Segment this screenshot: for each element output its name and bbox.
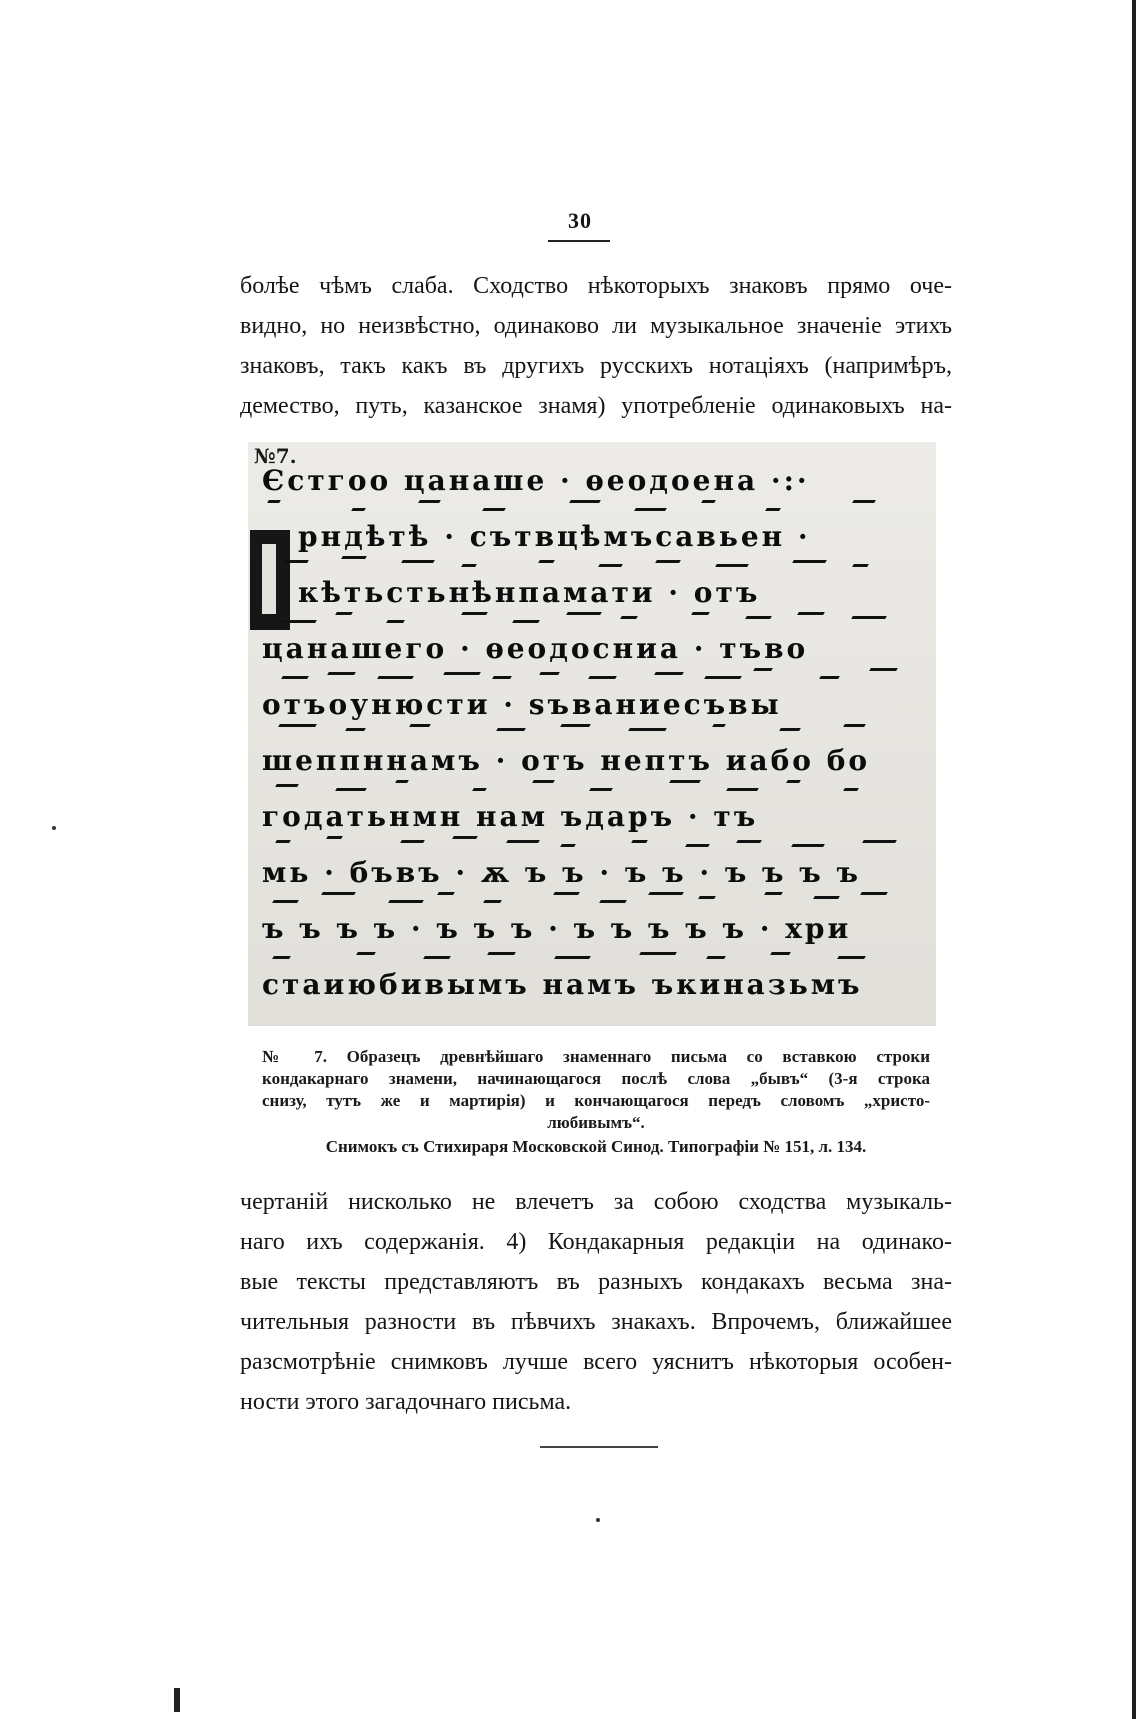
neume-mark — [321, 892, 356, 895]
neume-mark — [423, 956, 451, 959]
neume-mark — [648, 892, 684, 895]
neume-mark — [779, 728, 801, 731]
neume-mark — [386, 620, 405, 623]
neume-mark — [764, 892, 783, 895]
neume-mark — [281, 620, 317, 623]
neume-mark — [538, 560, 555, 563]
manuscript-row — [248, 576, 936, 626]
caption-line: любивымъ“. — [547, 1113, 645, 1132]
manuscript-row — [248, 744, 936, 794]
manuscript-text: рндѣтѣ · сътвцѣмъсавьен · — [298, 520, 811, 553]
corner-mark — [174, 1688, 180, 1712]
neume-mark — [631, 840, 648, 843]
neume-row — [268, 612, 916, 626]
neume-mark — [418, 500, 441, 503]
text-line: чертаній нисколько не влечетъ за собою сходства музыкаль- — [240, 1189, 952, 1215]
neume-mark — [566, 612, 602, 615]
neume-mark — [628, 728, 667, 731]
neume-row — [268, 556, 916, 570]
manuscript-text: отъоунюсти · ѕъваниесъвы — [262, 688, 782, 721]
neume-mark — [712, 724, 726, 727]
neume-mark — [753, 668, 773, 671]
neume-mark — [400, 840, 425, 843]
neume-mark — [335, 612, 353, 615]
text-line: вые тексты представляютъ въ разныхъ кондакахъ весьма зна- — [240, 1269, 952, 1295]
neume-mark — [275, 840, 291, 843]
text-line: знаковъ, такъ какъ въ другихъ русскихъ нотаціяхъ (напримѣръ, — [240, 353, 952, 379]
neume-mark — [327, 672, 356, 675]
neume-mark — [588, 676, 617, 679]
text-line: чительныя разности въ пѣвчихъ знакахъ. Впрочемъ, ближайшее — [240, 1309, 952, 1335]
manuscript-text: Єстгоо цанаше · ѳеодоена ·:· — [262, 464, 810, 497]
neume-mark — [869, 668, 898, 671]
neume-mark — [388, 900, 424, 903]
neume-mark — [272, 900, 299, 903]
manuscript-facsimile — [248, 442, 936, 1026]
neume-mark — [852, 500, 876, 503]
neume-mark — [351, 508, 366, 511]
neume-mark — [267, 500, 281, 503]
neume-mark — [532, 780, 555, 783]
neume-mark — [487, 952, 516, 955]
manuscript-text: ъ ъ ъ ъ · ъ ъ ъ · ъ ъ ъ ъ ъ · хри — [262, 912, 852, 945]
neume-mark — [539, 672, 560, 675]
figure-caption — [262, 1046, 930, 1158]
manuscript-text: шеппннамъ · отъ нептъ иабо бо — [262, 744, 871, 777]
figure-source: Снимокъ съ Стихираря Московской Синод. Типографіи № 151, л. 134. — [325, 1137, 867, 1156]
neume-mark — [570, 500, 602, 503]
neume-row — [268, 500, 916, 514]
manuscript-text: годатьнмн нам ъдаръ · тъ — [262, 800, 759, 833]
neume-mark — [598, 564, 623, 567]
manuscript-row — [248, 800, 936, 850]
neume-mark — [669, 780, 701, 783]
neume-mark — [860, 892, 888, 895]
neume-mark — [765, 508, 781, 511]
neume-mark — [634, 508, 667, 511]
neume-mark — [356, 952, 376, 955]
neume-mark — [639, 952, 677, 955]
neume-mark — [561, 724, 592, 727]
neume-mark — [461, 564, 477, 567]
neume-mark — [691, 612, 710, 615]
manuscript-row — [248, 464, 936, 514]
neume-mark — [791, 844, 825, 847]
manuscript-text: мь · бъвъ · ѫ ъ ъ · ъ ъ · ъ ъ ъ ъ — [262, 856, 861, 889]
neume-mark — [746, 616, 773, 619]
manuscript-text: стаиюбивымъ намъ ъкиназьмъ — [262, 968, 863, 1001]
text-line: видно, но неизвѣстно, одинаково ли музыкальное значеніе этихъ — [240, 313, 952, 339]
figure-label: №7. — [254, 444, 297, 468]
neume-mark — [409, 724, 431, 727]
neume-mark — [589, 788, 613, 791]
text-line: демество, путь, казанское знамя) употребленіе одинаковыхъ на- — [240, 393, 952, 419]
neume-mark — [345, 728, 366, 731]
page-number: 30 — [568, 208, 592, 233]
neume-mark — [852, 564, 869, 567]
neume-mark — [341, 556, 367, 559]
neume-mark — [797, 612, 825, 615]
neume-mark — [377, 676, 414, 679]
neume-mark — [701, 500, 716, 503]
neume-mark — [620, 616, 638, 619]
neume-mark — [278, 724, 317, 727]
margin-dot — [596, 1518, 600, 1522]
neume-mark — [655, 560, 681, 563]
neume-mark — [819, 676, 840, 679]
neume-mark — [851, 616, 887, 619]
manuscript-row — [248, 856, 936, 906]
neume-mark — [483, 900, 502, 903]
scan-edge — [1132, 0, 1136, 1719]
neume-mark — [555, 956, 592, 959]
neume-mark — [843, 788, 859, 791]
manuscript-row — [248, 912, 936, 962]
neume-mark — [737, 840, 763, 843]
end-rule — [540, 1446, 658, 1448]
manuscript-row — [248, 520, 936, 570]
caption-line: № 7. Образецъ древнѣйшаго знаменнаго письма со вставкою строки — [262, 1047, 930, 1066]
manuscript-text: кѣтьстьнѣнпамати · отъ — [298, 576, 761, 609]
neume-mark — [706, 956, 726, 959]
neume-row — [268, 892, 916, 906]
text-line: разсмотрѣніе снимковъ лучше всего уяснитъ нѣкоторыя особен- — [240, 1349, 952, 1375]
text-line: ности этого загадочнаго письма. — [240, 1389, 572, 1415]
neume-row — [268, 780, 916, 794]
text-line: болѣе чѣмъ слаба. Сходство нѣкоторыхъ знаковъ прямо оче- — [240, 273, 952, 299]
neume-mark — [482, 508, 506, 511]
neume-mark — [698, 896, 716, 899]
neume-mark — [704, 676, 742, 679]
margin-dot — [52, 826, 56, 830]
manuscript-row — [248, 968, 936, 1018]
neume-mark — [726, 788, 759, 791]
manuscript-row — [248, 632, 936, 682]
neume-mark — [275, 784, 299, 787]
neume-mark — [284, 560, 309, 563]
neume-mark — [443, 672, 481, 675]
neume-mark — [326, 836, 343, 839]
neume-mark — [461, 612, 488, 615]
neume-row — [268, 668, 916, 682]
manuscript-text: цанашего · ѳеодосниа · тъво — [262, 632, 809, 665]
neume-mark — [472, 788, 487, 791]
caption-line: кондакарнаго знамени, начинающагося послѣ слова „бывъ“ (3-я строка — [262, 1069, 930, 1088]
neume-row — [268, 836, 916, 850]
caption-line: снизу, тутъ же и мартирія) и кончающагося передъ словомъ „христо- — [262, 1091, 930, 1110]
neume-mark — [843, 724, 866, 727]
neume-mark — [452, 836, 478, 839]
neume-mark — [506, 840, 540, 843]
neume-mark — [281, 676, 309, 679]
neume-mark — [599, 900, 627, 903]
neume-mark — [715, 564, 749, 567]
neume-mark — [792, 560, 827, 563]
text-line: наго ихъ содержанія. 4) Кондакарныя редакціи на одинако- — [240, 1229, 952, 1255]
neume-row — [268, 948, 916, 962]
neume-mark — [560, 844, 576, 847]
neume-mark — [770, 952, 791, 955]
neume-mark — [685, 844, 710, 847]
neume-mark — [395, 780, 409, 783]
neume-mark — [654, 672, 684, 675]
neume-mark — [492, 676, 512, 679]
bottom-paragraph — [240, 1182, 952, 1422]
neume-mark — [496, 728, 526, 731]
neume-mark — [512, 620, 540, 623]
neume-mark — [553, 892, 580, 895]
neume-mark — [437, 892, 455, 895]
top-paragraph — [240, 266, 952, 426]
neume-mark — [786, 780, 801, 783]
neume-mark — [401, 560, 435, 563]
neume-mark — [862, 840, 897, 843]
neume-mark — [813, 896, 840, 899]
neume-mark — [837, 956, 866, 959]
neume-mark — [272, 956, 291, 959]
neume-mark — [335, 788, 367, 791]
manuscript-row — [248, 688, 936, 738]
page-number-rule — [548, 240, 610, 242]
neume-row — [268, 724, 916, 738]
